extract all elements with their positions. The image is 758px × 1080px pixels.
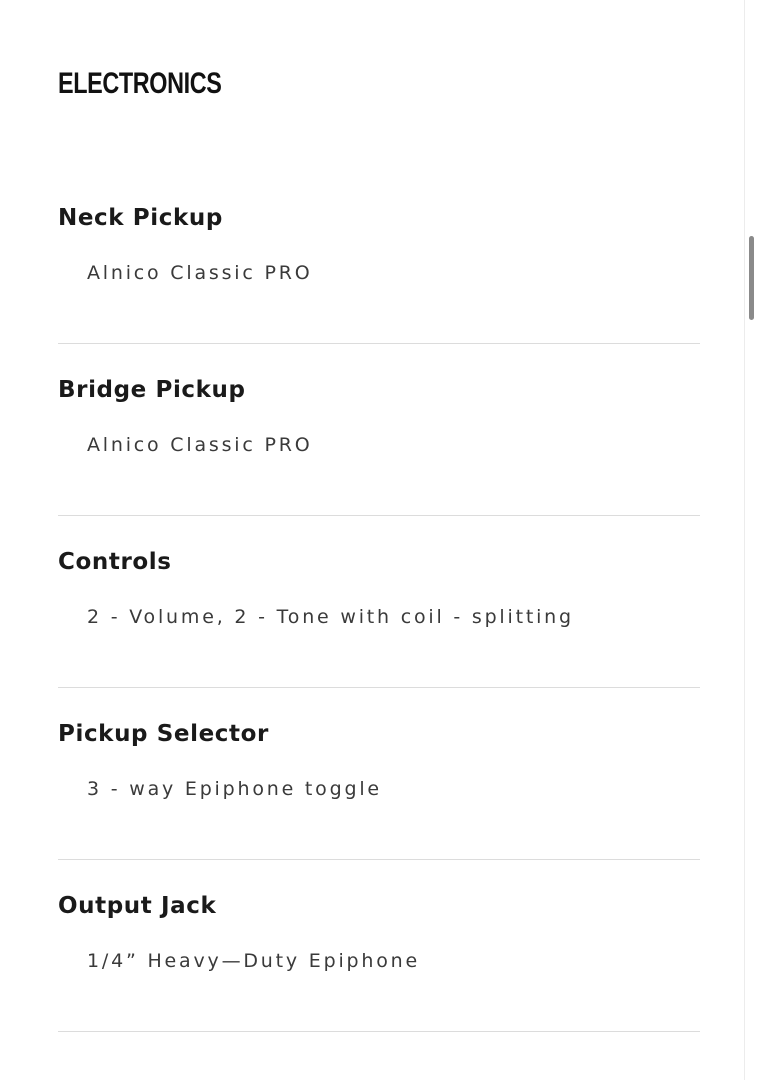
spec-label: Bridge Pickup [58, 377, 246, 403]
spec-value: Alnico Classic PRO [87, 434, 313, 456]
spec-value: Alnico Classic PRO [87, 262, 313, 284]
spec-item-output-jack [58, 860, 700, 1032]
spec-value: 2 - Volume, 2 - Tone with coil - splitting [87, 606, 574, 628]
spec-item-neck-pickup [58, 172, 700, 344]
spec-item-controls [58, 516, 700, 688]
scrollbar-thumb[interactable] [749, 236, 754, 320]
spec-value: 1/4” Heavy—Duty Epiphone [87, 950, 420, 972]
vertical-scrollbar[interactable] [744, 0, 758, 1080]
divider [58, 1031, 700, 1032]
spec-item-bridge-pickup [58, 344, 700, 516]
spec-item-pickup-selector [58, 688, 700, 860]
spec-label: Controls [58, 549, 172, 575]
spec-value: 3 - way Epiphone toggle [87, 778, 382, 800]
spec-list [58, 172, 700, 1032]
spec-label: Pickup Selector [58, 721, 269, 747]
spec-label: Output Jack [58, 893, 217, 919]
section-title: ELECTRONICS [58, 67, 222, 100]
spec-label: Neck Pickup [58, 205, 223, 231]
